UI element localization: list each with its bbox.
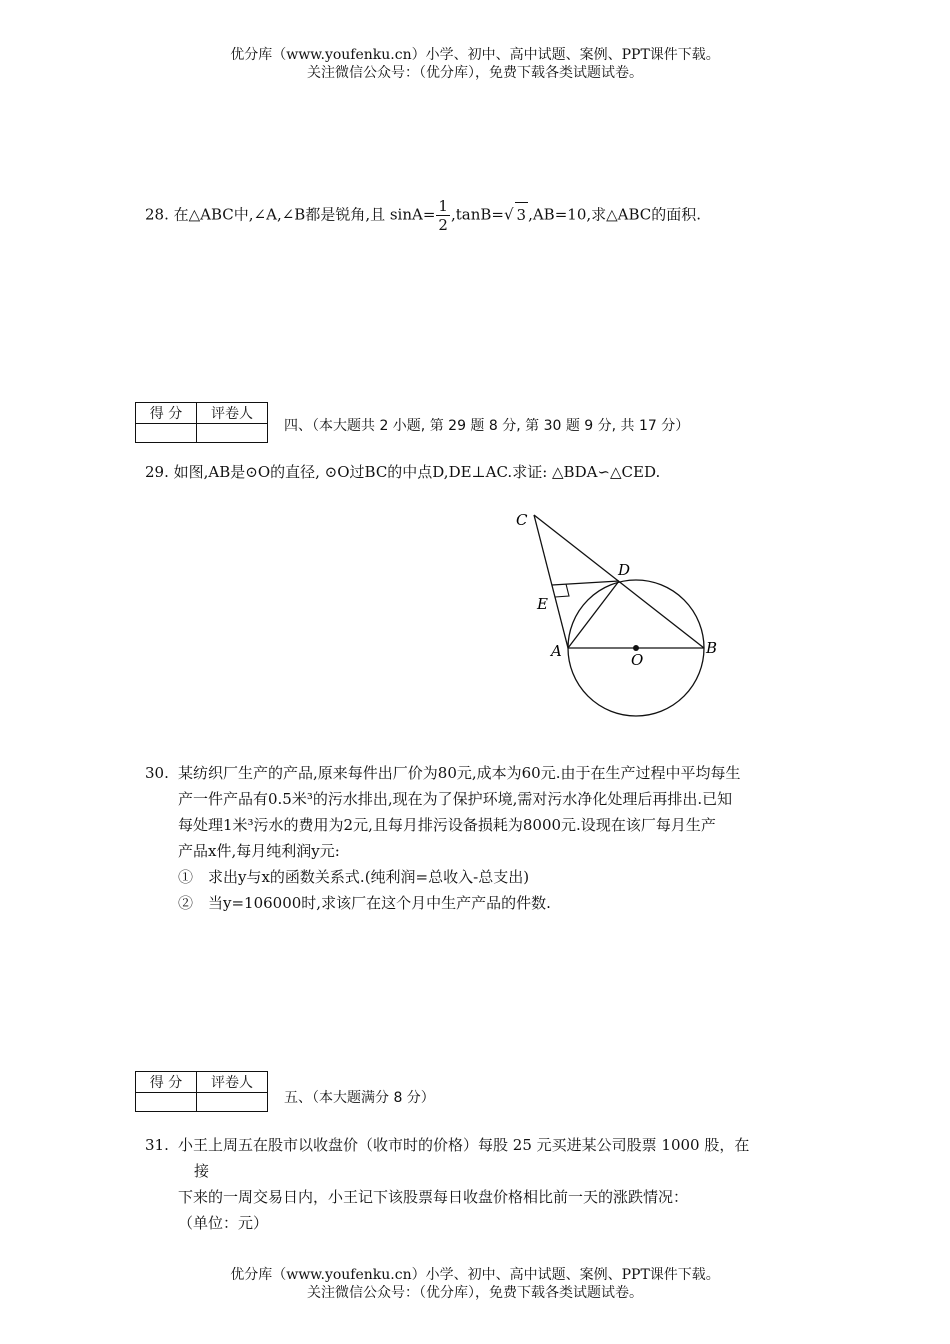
question-30-item-1: ① 求出y与x的函数关系式.(纯利润=总收入-总支出)	[178, 868, 530, 886]
grader-header: 评卷人	[197, 1072, 268, 1093]
fraction-denominator: 2	[438, 216, 448, 234]
header-line-2: 关注微信公众号：（优分库），免费下载各类试题试卷。	[307, 65, 643, 81]
score-table	[135, 1071, 268, 1112]
section-5-title: 五、（本大题满分 8 分）	[284, 1090, 435, 1106]
question-text-a: 在△ABC中,∠A,∠B都是锐角,且 sinA=	[173, 205, 436, 224]
segment-de	[552, 581, 619, 585]
question-30-number: 30.	[145, 764, 169, 782]
fraction-one-half	[436, 197, 450, 234]
question-31-line-2: 下来的一周交易日内，小王记下该股票每日收盘价格相比前一天的涨跌情况：	[178, 1188, 689, 1206]
score-table	[135, 402, 268, 443]
section-4-title: 四、（本大题共 2 小题, 第 29 题 8 分, 第 30 题 9 分, 共 17 分）	[284, 418, 690, 434]
question-30-line-2: 产一件产品有0.5米³的污水排出,现在为了保护环境,需对污水净化处理后再排出.已知	[178, 790, 733, 808]
label-d: D	[618, 561, 631, 579]
grader-header: 评卷人	[197, 403, 268, 424]
question-31-line-1b: 接	[194, 1162, 210, 1180]
question-29	[145, 460, 660, 484]
question-30-line-4: 产品x件,每月纯利润y元:	[178, 842, 340, 860]
grader-cell[interactable]	[197, 1093, 268, 1112]
score-header: 得 分	[136, 1072, 197, 1093]
footer-line-1: 优分库（www.youfenku.cn）小学、初中、高中试题、案例、PPT课件下载。	[230, 1267, 720, 1283]
sqrt-radicand: 3	[515, 202, 529, 227]
right-angle-mark	[555, 584, 569, 597]
sqrt-symbol: √	[503, 205, 514, 224]
question-30-item-2: ② 当y=106000时,求该厂在这个月中生产产品的件数.	[178, 894, 551, 912]
header-line-1: 优分库（www.youfenku.cn）小学、初中、高中试题、案例、PPT课件下载。	[230, 47, 720, 63]
question-number: 29.	[145, 463, 169, 481]
label-e: E	[537, 595, 548, 613]
question-text: 如图,AB是⊙O的直径, ⊙O过BC的中点D,DE⊥AC.求证: △BDA∽△CED.	[173, 463, 661, 481]
label-b: B	[706, 639, 718, 657]
question-31-number: 31.	[145, 1136, 169, 1154]
question-30-text	[178, 760, 810, 916]
question-30-line-3: 每处理1米³污水的费用为2元,且每月排污设备损耗为8000元.设现在该厂每月生产	[178, 816, 716, 834]
question-31-line-3: （单位：元）	[178, 1214, 269, 1232]
grader-cell[interactable]	[197, 424, 268, 443]
score-cell[interactable]	[136, 424, 197, 443]
footer-line-2: 关注微信公众号：（优分库），免费下载各类试题试卷。	[307, 1285, 643, 1301]
label-a: A	[551, 642, 562, 660]
question-28	[145, 197, 701, 234]
question-31-text	[178, 1132, 810, 1236]
segment-ca	[534, 515, 568, 648]
score-header: 得 分	[136, 403, 197, 424]
question-number: 28.	[145, 205, 169, 224]
question-30-line-1: 某纺织厂生产的产品,原来每件出厂价为80元,成本为60元.由于在生产过程中平均每生	[178, 764, 741, 782]
label-c: C	[516, 511, 528, 529]
question-text-c: ,AB=10,求△ABC的面积.	[528, 205, 702, 224]
question-text-b: ,tanB=	[450, 205, 504, 224]
fraction-numerator: 1	[438, 197, 448, 215]
segment-ad	[568, 581, 619, 648]
geometry-figure	[500, 500, 740, 730]
label-o: O	[631, 651, 644, 669]
question-31-line-1: 小王上周五在股市以收盘价（收市时的价格）每股 25 元买进某公司股票 1000 股，在	[178, 1136, 750, 1154]
score-cell[interactable]	[136, 1093, 197, 1112]
